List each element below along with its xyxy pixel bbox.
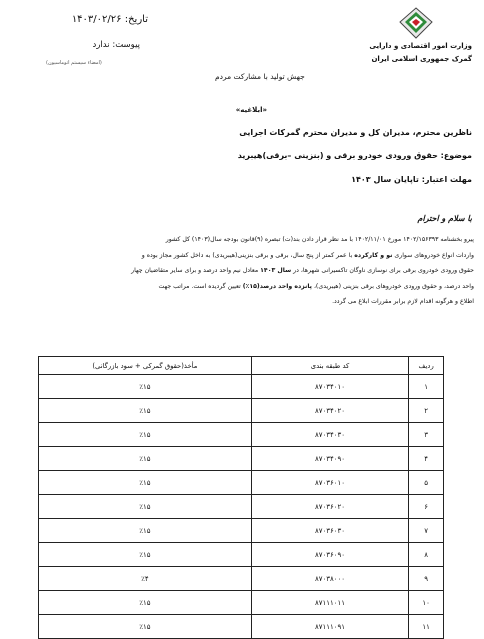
row-number: ۲ (409, 399, 444, 423)
classification-code: ۸۷۰۳۶۰۱۰ (251, 471, 408, 495)
rate: ٪۱۵ (39, 375, 252, 399)
classification-code: ۸۷۰۳۶۰۲۰ (251, 495, 408, 519)
table-row (39, 447, 444, 471)
validity-deadline: مهلت اعتبار: تاپایان سال ۱۴۰۳ (351, 175, 472, 184)
table-header-row (39, 357, 444, 375)
table-row (39, 567, 444, 591)
subject: موضوع: حقوق ورودی خودرو برقی و (بنزینی –برقی)هیبرید (237, 151, 472, 160)
rate: ٪۱۵ (39, 447, 252, 471)
greeting: با سلام و احترام (417, 214, 472, 223)
notice-body (8, 232, 474, 310)
classification-code: ۸۷۰۳۴۰۱۰ (251, 375, 408, 399)
row-number: ۱۰ (409, 591, 444, 615)
table-row (39, 591, 444, 615)
classification-code: ۸۷۰۳۶۰۳۰ (251, 519, 408, 543)
rate: ٪۱۵ (39, 519, 252, 543)
classification-code: ۸۷۰۳۸۰۰۰ (251, 567, 408, 591)
rate: ٪۱۵ (39, 495, 252, 519)
row-number: ۳ (409, 423, 444, 447)
rate: ٪۱۵ (39, 543, 252, 567)
classification-code: ۸۷۰۳۴۰۲۰ (251, 399, 408, 423)
body-line-5: اطلاع و هرگونه اقدام لازم برابر مقررات ابلاغ می گردد. (332, 298, 474, 305)
body-line-2: واردات انواع خودروهای سواری نو و کارکرده با عمر کمتر از پنج سال، برقی و برقی بنزینی(هیبریدی) به داخل کشور مجاز بوده و (141, 251, 474, 259)
body-line-4: واحد درصد، و حقوق ورودی خودروهای برقی بنزینی (هیبریدی)، پانزده واحد درصد(۱۵٪) تعیین گردیده است. مراتب جهت (158, 282, 474, 290)
rate: ٪۱۵ (39, 399, 252, 423)
org-name-line2: گمرک جمهوری اسلامی ایران (371, 55, 472, 63)
year-motto: جهش تولید با مشارکت مردم (215, 72, 305, 81)
rate: ٪۱۵ (39, 591, 252, 615)
classification-code: ۸۷۱۱۱۰۹۱ (251, 615, 408, 639)
table-row (39, 519, 444, 543)
attachment-value: ندارد (92, 40, 110, 50)
org-name-line1: وزارت امور اقتصادی و دارایی (369, 42, 472, 50)
attachment-label: پیوست: (112, 40, 140, 50)
notice-heading: «ابلاغیه» (235, 106, 267, 114)
classification-code: ۸۷۱۱۱۰۱۱ (251, 591, 408, 615)
addressee: ناظرین محترم، مدیران کل و مدیران محترم گمرکات اجرایی (239, 128, 472, 137)
table-row (39, 471, 444, 495)
attachment-row (40, 40, 140, 50)
table-row (39, 423, 444, 447)
table-row (39, 615, 444, 639)
row-number: ۷ (409, 519, 444, 543)
row-number: ۱ (409, 375, 444, 399)
date-label: تاریخ: (124, 14, 148, 25)
header-row-number: ردیف (409, 357, 444, 375)
table-row (39, 375, 444, 399)
date-value: ۱۴۰۳/۰۲/۲۶ (71, 14, 122, 25)
table-row (39, 543, 444, 567)
row-number: ۹ (409, 567, 444, 591)
header-rate: مأخذ(حقوق گمرکی + سود بازرگانی) (39, 357, 252, 375)
header-classification-code: کد طبقه بندی (251, 357, 408, 375)
table-row (39, 399, 444, 423)
body-line-3: حقوق ورودی خودروی برقی برای نوسازی ناوگان تاکسیرانی شهرها، در سال ۱۴۰۳ معادل نیم واحد درصد و برای سایر متقاضیان چهار (131, 267, 474, 274)
rate: ٪۴ (39, 567, 252, 591)
classification-code: ۸۷۰۳۶۰۹۰ (251, 543, 408, 567)
rate: ٪۱۵ (39, 615, 252, 639)
row-number: ۵ (409, 471, 444, 495)
row-number: ۶ (409, 495, 444, 519)
system-signature-note: (امضاء سیستم اتوماسیون) (46, 60, 102, 66)
classification-code: ۸۷۰۳۴۰۹۰ (251, 447, 408, 471)
body-line-1: پیرو بخشنامه ۱۴۰۲/۱۵۶۳۹۳ مورخ ۱۴۰۲/۱۱/۰۱ با مد نظر قرار دادن بند(ت) تبصره (۹)قانون بودجه سال(۱۴۰۳) کل کشور (165, 236, 474, 243)
customs-logo (398, 6, 434, 40)
row-number: ۴ (409, 447, 444, 471)
row-number: ۸ (409, 543, 444, 567)
date-row (28, 14, 148, 25)
rate: ٪۱۵ (39, 471, 252, 495)
classification-code: ۸۷۰۳۴۰۳۰ (251, 423, 408, 447)
rate: ٪۱۵ (39, 423, 252, 447)
table-row (39, 495, 444, 519)
row-number: ۱۱ (409, 615, 444, 639)
